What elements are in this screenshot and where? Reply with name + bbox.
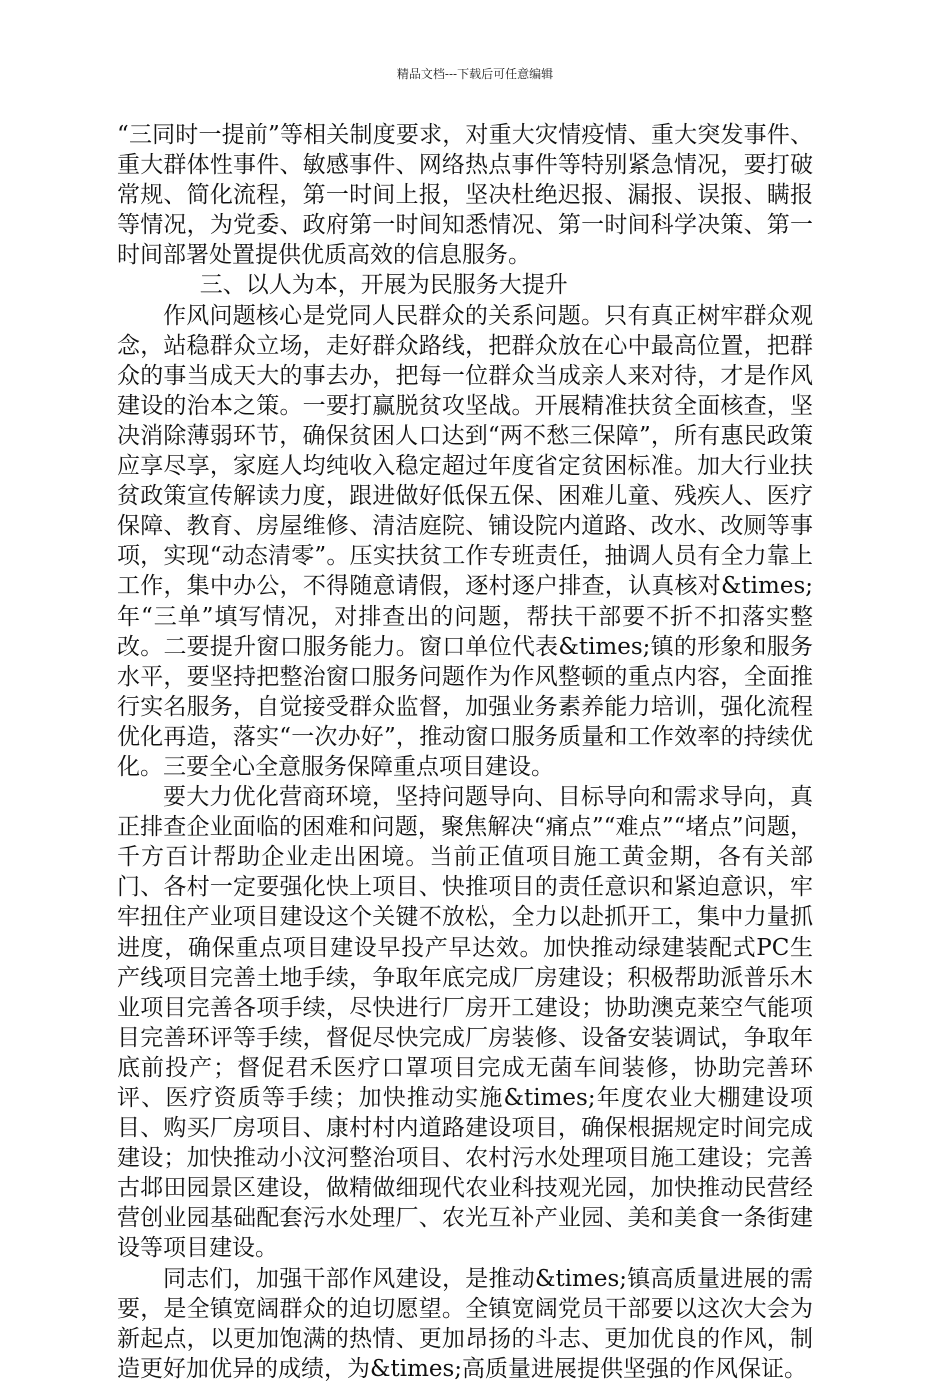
section-heading: 三、以人为本，开展为民服务大提升 (199, 272, 568, 299)
page-header: 精品文档---下载后可任意编辑 (396, 67, 554, 81)
paragraph-closing: 同志们，加强干部作风建设，是推动&times;镇高质量进展的需要，是全镇宽阔群众的迫切愿望。全镇宽阔党员干部要以这次大会为新起点，以更加饱满的热情、更加昂扬的斗志、更加优良的作风，制造更好加优异的成绩，为&times;高质量进展提供坚强的作风保证。 (117, 1265, 813, 1382)
paragraph-business-environment: 要大力优化营商环境，坚持问题导向、目标导向和需求导向，真正排查企业面临的困难和问题，聚焦解决“痛点”“难点”“堵点”问题，千方百计帮助企业走出困境。当前正值项目施工黄金期，各有关部门、各村一定要强化快上项目、快推项目的责任意识和紧迫意识，牢牢扭住产业项目建设这个关键不放松，全力以赴抓开工，集中力量抓进度，确保重点项目建设早投产早达效。加快推动绿建装配式PC生产线项目完善土地手续，争取年底完成厂房建设；积极帮助派普乐木业项目完善各项手续，尽快进行厂房开工建设；协助澳克莱空气能项目完善环评等手续，督促尽快完成厂房装修、设备安装调试，争取年底前投产；督促君禾医疗口罩项目完成无菌车间装修，协助完善环评、医疗资质等手续；加快推动实施&times;年度农业大棚建设项目、购买厂房项目、康村村内道路建设项目，确保根据规定时间完成建设；加快推动小汶河整治项目、农村污水处理项目施工建设；完善古邶田园景区建设，做精做细现代农业科技观光园，加快推动民营经营创业园基础配套污水处理厂、农光互补产业园、美和美食一条街建设等项目建设。 (117, 784, 813, 1262)
paragraph-service: 作风问题核心是党同人民群众的关系问题。只有真正树牢群众观念，站稳群众立场，走好群众路线，把群众放在心中最高位置，把群众的事当成天大的事去办，把每一位群众当成亲人来对待，才是作风建设的治本之策。一要打赢脱贫攻坚战。开展精准扶贫全面核查，坚决消除薄弱环节，确保贫困人口达到“两不愁三保障”，所有惠民政策应享尽享，家庭人均纯收入稳定超过年度省定贫困标准。加大行业扶贫政策宣传解读力度，跟进做好低保五保、困难儿童、残疾人、医疗保障、教育、房屋维修、清洁庭院、铺设院内道路、改水、改厕等事项，实现“动态清零”。压实扶贫工作专班责任，抽调人员有全力靠上工作，集中办公，不得随意请假，逐村逐户排查，认真核对&times;年“三单”填写情况，对排查出的问题，帮扶干部要不折不扣落实整改。二要提升窗口服务能力。窗口单位代表&times;镇的形象和服务水平，要坚持把整治窗口服务问题作为作风整顿的重点内容，全面推行实名服务，自觉接受群众监督，加强业务素养能力培训，强化流程优化再造，落实“一次办好”，推动窗口服务质量和工作效率的持续优化。三要全心全意服务保障重点项目建设。 (117, 302, 813, 780)
paragraph-continuation: “三同时一提前”等相关制度要求，对重大灾情疫情、重大突发事件、重大群体性事件、敏感事件、网络热点事件等特别紧急情况，要打破常规、简化流程，第一时间上报，坚决杜绝迟报、漏报、误报、瞒报等情况，为党委、政府第一时间知悉情况、第一时间科学决策、第一时间部署处置提供优质高效的信息服务。 (117, 122, 813, 269)
document-body (117, 120, 813, 1384)
